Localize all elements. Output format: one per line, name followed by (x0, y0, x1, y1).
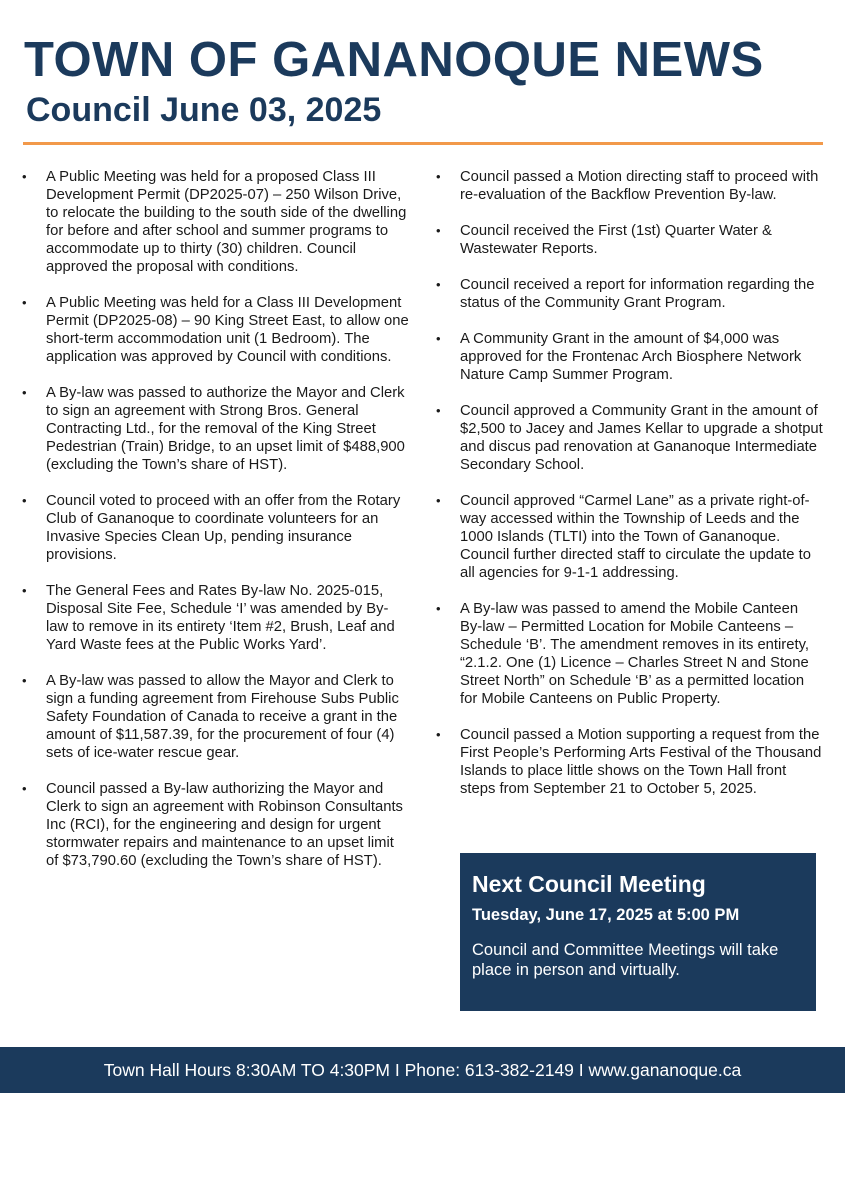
list-item-text: Council passed a Motion supporting a request from the First People’s Performing Arts Festival of the Thousand Islands to place little shows on the Town Hall front steps from September 21 to October 5, 2025. (460, 727, 822, 797)
list-item-text: Council voted to proceed with an offer from the Rotary Club of Gananoque to coordinate volunteers for an Invasive Species Clean Up, pending insurance provisions. (46, 493, 401, 563)
list-item (434, 168, 824, 204)
list-item-text: A By-law was passed to authorize the Mayor and Clerk to sign an agreement with Strong Bros. General Contracting Ltd., for the removal of the King Street Pedestrian (Train) Bridge, to an upset limit of $488,900 (excluding the Town’s share of HST). (46, 385, 405, 473)
list-item (20, 294, 410, 366)
list-item-text: Council approved “Carmel Lane” as a private right-of-way accessed within the Township of Leeds and the 1000 Islands (TLTI) into the Town of Gananoque. Council further directed staff to circulate the update to all agencies for 9-1-1 addressing. (460, 493, 811, 581)
list-item-text: A Public Meeting was held for a proposed Class III Development Permit (DP2025-07) – 250 Wilson Drive, to relocate the building to the south side of the dwelling for before and after school and summer programs to accommodate up to thirty (30) children. Council approved the proposal with conditions. (46, 169, 407, 275)
bullet-icon: • (436, 727, 441, 742)
list-item-text: A Public Meeting was held for a Class III Development Permit (DP2025-08) – 90 King Street East, to allow one short-term accommodation unit (1 Bedroom). The application was approved by Council with conditions. (46, 295, 409, 365)
list-item (434, 276, 824, 312)
bullet-icon: • (436, 169, 441, 184)
list-item (434, 600, 824, 708)
contact-footer-bar (0, 1047, 845, 1093)
list-item (20, 168, 410, 276)
next-meeting-date: Tuesday, June 17, 2025 at 5:00 PM (472, 906, 740, 924)
list-item (20, 780, 410, 870)
list-item (20, 384, 410, 474)
list-item-text: Council passed a Motion directing staff to proceed with re-evaluation of the Backflow Prevention By-law. (460, 169, 819, 203)
list-item (20, 672, 410, 762)
list-item (434, 402, 824, 474)
list-item-text: The General Fees and Rates By-law No. 2025-015, Disposal Site Fee, Schedule ‘I’ was amended by By-law to remove in its entirety ‘Item #2, Brush, Leaf and Yard Waste fees at the Public Works Yard’. (46, 583, 395, 653)
bullet-icon: • (22, 583, 27, 598)
bullet-icon: • (22, 169, 27, 184)
bullet-icon: • (436, 403, 441, 418)
bullet-icon: • (436, 601, 441, 616)
bullet-icon: • (22, 295, 27, 310)
footer-contact-text: Town Hall Hours 8:30AM TO 4:30PM I Phone: 613-382-2149 I www.gananoque.ca (103, 1060, 742, 1080)
bullet-icon: • (22, 385, 27, 400)
list-item (434, 330, 824, 384)
bullet-icon: • (22, 493, 27, 508)
left-column-list (20, 168, 410, 888)
bullet-icon: • (22, 673, 27, 688)
list-item (20, 582, 410, 654)
list-item-text: Council received the First (1st) Quarter Water & Wastewater Reports. (460, 223, 772, 257)
list-item (20, 492, 410, 564)
next-meeting-title: Next Council Meeting (472, 871, 706, 897)
orange-divider (23, 142, 823, 145)
next-meeting-panel (460, 853, 816, 1011)
bullet-icon: • (436, 277, 441, 292)
list-item (434, 726, 824, 798)
right-column-list (434, 168, 824, 816)
list-item-text: Council approved a Community Grant in the amount of $2,500 to Jacey and James Kellar to upgrade a shotput and discus pad renovation at Gananoque Intermediate Secondary School. (460, 403, 823, 473)
next-meeting-note: Council and Committee Meetings will take place in person and virtually. (472, 941, 779, 979)
meeting-date-subtitle: Council June 03, 2025 (26, 91, 382, 129)
bullet-icon: • (22, 781, 27, 796)
list-item-text: Council received a report for information regarding the status of the Community Grant Program. (460, 277, 815, 311)
list-item (434, 222, 824, 258)
bullet-icon: • (436, 493, 441, 508)
list-item-text: A By-law was passed to amend the Mobile Canteen By-law – Permitted Location for Mobile Canteens – Schedule ‘B’. The amendment removes in its entirety, “2.1.2. One (1) Licence – Charles Street N and Stone Street North” on Schedule ‘B’ as a permitted location for Mobile Canteens on Public Property. (460, 601, 809, 707)
newsletter-title: TOWN OF GANANOQUE NEWS (24, 33, 764, 87)
bullet-icon: • (436, 331, 441, 346)
list-item-text: A Community Grant in the amount of $4,000 was approved for the Frontenac Arch Biosphere Network Nature Camp Summer Program. (460, 331, 802, 383)
list-item (434, 492, 824, 582)
list-item-text: A By-law was passed to allow the Mayor and Clerk to sign a funding agreement from Firehouse Subs Public Safety Foundation of Canada to receive a grant in the amount of $11,587.39, for the procurement of four (4) sets of ice-water rescue gear. (46, 673, 399, 761)
bullet-icon: • (436, 223, 441, 238)
list-item-text: Council passed a By-law authorizing the Mayor and Clerk to sign an agreement with Robinson Consultants Inc (RCI), for the engineering and design for urgent stormwater repairs and maintenance to an upset limit of $73,790.60 (excluding the Town’s share of HST). (46, 781, 403, 869)
